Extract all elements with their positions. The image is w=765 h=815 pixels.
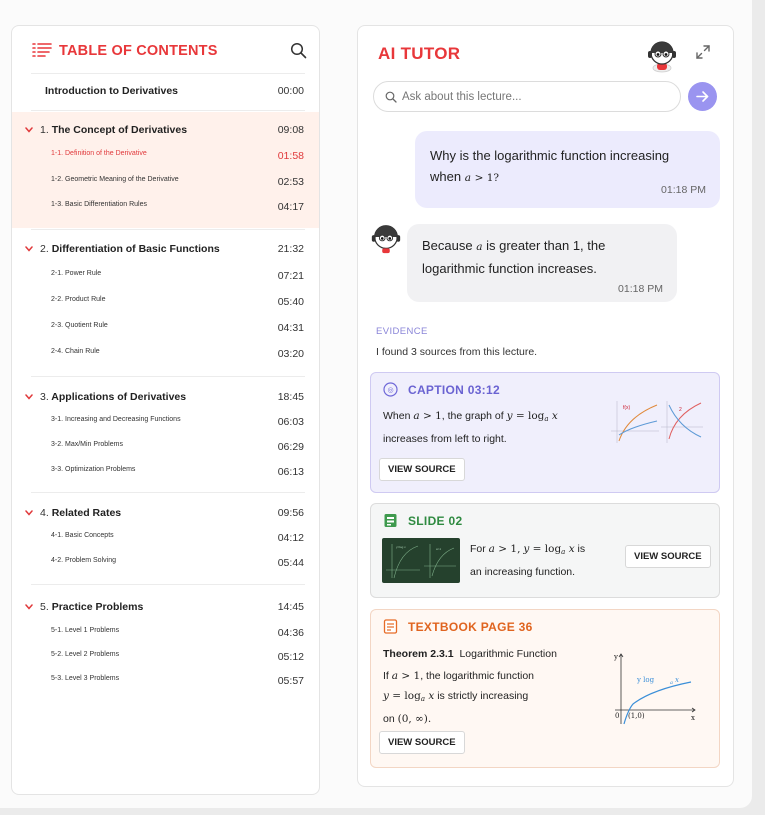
toc-subitem-label: 2-1. Power Rule (51, 270, 102, 277)
slide-title: SLIDE 02 (408, 514, 463, 528)
toc-subitem-time: 04:36 (277, 627, 304, 639)
toc-subitem-time: 01:58 (277, 150, 304, 162)
toc-subitem-label: 2-2. Product Rule (51, 296, 106, 303)
toc-subitem-time: 04:17 (277, 201, 304, 213)
toc-chapter-time: 09:08 (277, 124, 304, 136)
toc-subitem-time: 06:13 (277, 466, 304, 478)
toc-subitem[interactable] (12, 342, 319, 366)
toc-subitem-label: 5-2. Level 2 Problems (51, 651, 120, 658)
textbook-title: TEXTBOOK PAGE 36 (408, 620, 533, 634)
toc-subitem-label: 1-3. Basic Differentiation Rules (51, 201, 147, 208)
toc-subitem[interactable] (12, 290, 319, 314)
toc-subitem[interactable] (12, 170, 319, 194)
ask-input-box[interactable] (373, 81, 681, 112)
ai-message-bubble (407, 224, 677, 302)
search-icon (385, 91, 397, 103)
toc-subitem-label: 4-1. Basic Concepts (51, 532, 114, 539)
caption-source-card (370, 372, 720, 493)
toc-subitem-time: 06:03 (277, 416, 304, 428)
ask-input[interactable] (402, 88, 672, 106)
view-source-button[interactable]: VIEW SOURCE (625, 545, 711, 568)
svg-text:◎: ◎ (387, 386, 394, 394)
evidence-summary: I found 3 sources from this lecture. (376, 346, 538, 358)
toc-subitem[interactable] (12, 460, 319, 484)
toc-divider (31, 584, 305, 585)
toc-item-label: Introduction to Derivatives (45, 85, 179, 97)
slide-source-card (370, 503, 720, 598)
toc-subitem-label: 1-1. Definition of the Derivative (51, 150, 147, 157)
graph-point-label: (1,0) (628, 712, 645, 720)
theorem-heading: Theorem 2.3.1 Logarithmic Function (383, 648, 557, 660)
user-message-text: Why is the logarithmic function increasing when a > 1? (430, 148, 670, 184)
chevron-down-icon[interactable] (25, 127, 33, 133)
toc-subitem-label: 2-3. Quotient Rule (51, 322, 108, 329)
toc-subitem-label: 5-3. Level 3 Problems (51, 675, 120, 682)
toc-subitem-time: 05:44 (277, 557, 304, 569)
toc-subitem[interactable] (12, 316, 319, 340)
toc-subitem-label: 5-1. Level 1 Problems (51, 627, 120, 634)
toc-divider (31, 229, 305, 230)
svg-text:x: x (675, 676, 679, 684)
toc-chapter[interactable] (12, 385, 319, 409)
toc-divider (31, 110, 305, 111)
toc-subitem-label: 1-2. Geometric Meaning of the Derivative (51, 176, 179, 183)
mascot-avatar-icon (369, 221, 403, 255)
svg-text:2: 2 (679, 407, 682, 413)
toc-chapter-label: 2. Differentiation of Basic Functions (40, 243, 220, 255)
toc-chapter-label: 1. The Concept of Derivatives (40, 124, 188, 136)
toc-chapter-time: 21:32 (277, 243, 304, 255)
svg-text:y=log x: y=log x (396, 545, 406, 549)
toc-subitem[interactable] (12, 410, 319, 434)
toc-chapter-time: 09:56 (277, 507, 304, 519)
toc-chapter[interactable] (12, 501, 319, 525)
ai-tutor-panel (357, 25, 734, 787)
toc-chapter-time: 14:45 (277, 601, 304, 613)
toc-subitem-time: 02:53 (277, 176, 304, 188)
toc-subitem[interactable] (12, 621, 319, 645)
search-icon[interactable] (290, 42, 307, 59)
slide-text: For a > 1, $y = \log_a x$ is an increasing function. (470, 543, 586, 578)
toc-chapter[interactable] (12, 595, 319, 619)
toc-subitem-time: 04:12 (277, 532, 304, 544)
log-function-graph (611, 652, 699, 726)
toc-subitem-time: 05:57 (277, 675, 304, 687)
caption-text: When a > 1, the graph of $y = \log_a x$ increases from left to right. (383, 410, 558, 445)
toc-header (12, 26, 319, 74)
toc-subitem-label: 2-4. Chain Rule (51, 348, 100, 355)
slide-icon (383, 513, 398, 528)
toc-subitem[interactable] (12, 264, 319, 288)
toc-chapter-label: 5. Practice Problems (40, 601, 144, 613)
svg-text:a>1: a>1 (436, 547, 442, 551)
tutor-title: AI TUTOR (378, 44, 461, 63)
svg-text:f(x): f(x) (623, 405, 631, 411)
toc-subitem-time: 06:29 (277, 441, 304, 453)
expand-icon[interactable] (696, 45, 710, 59)
message-timestamp: 01:18 PM (661, 184, 706, 196)
slide-thumbnail (382, 538, 460, 583)
toc-subitem[interactable] (12, 144, 319, 168)
toc-chapter-label: 3. Applications of Derivatives (40, 391, 187, 403)
caption-icon (383, 382, 398, 397)
toc-subitem-time: 03:20 (277, 348, 304, 360)
svg-text:a: a (670, 680, 673, 686)
caption-title: CAPTION 03:12 (408, 383, 500, 397)
toc-panel (11, 25, 320, 795)
view-source-button[interactable]: VIEW SOURCE (379, 458, 465, 481)
send-button[interactable] (688, 82, 717, 111)
graph-curve-label: y log (637, 676, 655, 684)
toc-subitem-label: 3-3. Optimization Problems (51, 466, 136, 473)
chevron-down-icon[interactable] (25, 510, 33, 516)
chevron-down-icon[interactable] (25, 604, 33, 610)
toc-subitem-label: 4-2. Problem Solving (51, 557, 116, 564)
toc-title: TABLE OF CONTENTS (59, 43, 218, 59)
toc-subitem-time: 04:31 (277, 322, 304, 334)
caption-graph-thumbnail (609, 397, 705, 447)
view-source-button[interactable]: VIEW SOURCE (379, 731, 465, 754)
toc-subitem[interactable] (12, 551, 319, 575)
user-message-bubble (415, 131, 720, 208)
mascot-avatar-icon (644, 37, 680, 73)
toc-subitem[interactable] (12, 195, 319, 219)
toc-subitem[interactable] (12, 526, 319, 550)
ai-message-text: Because a is greater than 1, the logarithmic function increases. (422, 238, 606, 276)
message-timestamp: 01:18 PM (618, 283, 663, 295)
list-icon (32, 42, 52, 58)
book-icon (383, 619, 398, 634)
toc-subitem[interactable] (12, 669, 319, 693)
arrow-right-icon (695, 89, 710, 104)
toc-chapter[interactable] (12, 237, 319, 261)
chevron-down-icon[interactable] (25, 246, 33, 252)
toc-subitem-time: 05:40 (277, 296, 304, 308)
toc-divider (31, 492, 305, 493)
toc-subitem[interactable] (12, 645, 319, 669)
toc-chapter-label: 4. Related Rates (40, 507, 122, 519)
textbook-source-card (370, 609, 720, 768)
graph-y-label: y (614, 653, 618, 661)
evidence-label: EVIDENCE (376, 326, 428, 337)
toc-subitem-time: 07:21 (277, 270, 304, 282)
toc-subitem-label: 3-2. Max/Min Problems (51, 441, 123, 448)
toc-subitem[interactable] (12, 435, 319, 459)
chevron-down-icon[interactable] (25, 394, 33, 400)
textbook-text: If a > 1, the logarithmic function $y = \log_a x$ is strictly increasing on (0, ∞). (383, 670, 534, 725)
graph-x-label: x (691, 714, 695, 722)
toc-chapter-time: 18:45 (277, 391, 304, 403)
toc-item-intro[interactable] (12, 79, 319, 103)
toc-chapter[interactable] (12, 118, 319, 142)
toc-subitem-time: 05:12 (277, 651, 304, 663)
toc-item-time: 00:00 (277, 85, 304, 97)
graph-origin-label: 0 (615, 712, 620, 720)
toc-subitem-label: 3-1. Increasing and Decreasing Functions (51, 416, 181, 423)
toc-divider (31, 376, 305, 377)
